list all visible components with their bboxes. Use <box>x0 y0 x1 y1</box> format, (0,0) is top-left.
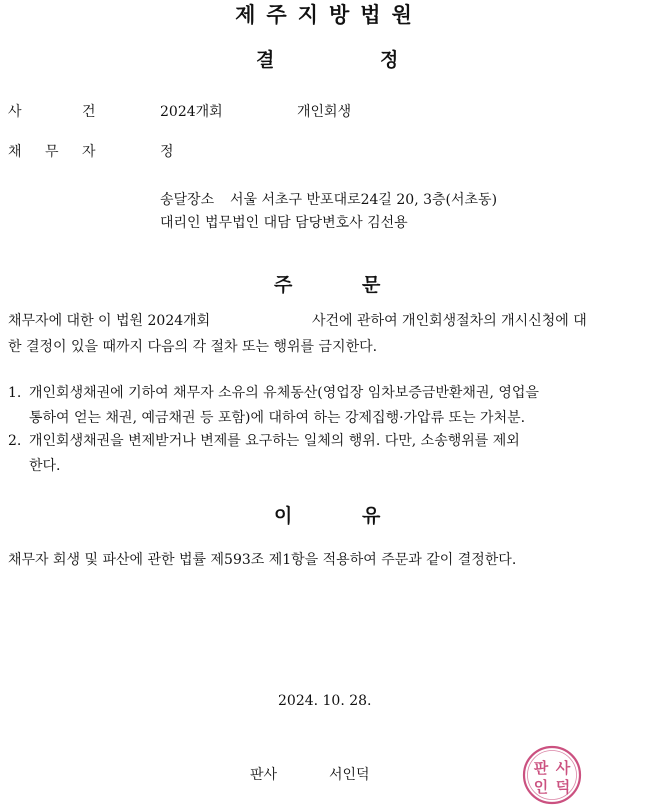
item-1-line1: 개인회생채권에 기하여 채무자 소유의 유체동산(영업장 임차보증금반환채권, 영업을 <box>29 385 539 401</box>
seal-char-4: 덕 <box>555 778 571 796</box>
debtor-label-char-2: 무 <box>45 144 59 160</box>
case-number: 2024개회 <box>160 104 223 120</box>
agent-line: 대리인 법무법인 대담 담당변호사 김선용 <box>160 215 408 231</box>
item-1-line2: 통하여 얻는 채권, 예금채권 등 포함)에 대하여 하는 강제집행·가압류 또는 가처분. <box>29 410 526 426</box>
case-label-char-2: 건 <box>82 104 96 120</box>
debtor-name: 정 <box>160 144 174 160</box>
case-name: 개인회생 <box>297 104 352 120</box>
debtor-label-char-1: 채 <box>8 144 22 160</box>
item-1-number: 1. <box>8 385 22 401</box>
reason-text: 채무자 회생 및 파산에 관한 법률 제593조 제1항을 적용하여 주문과 같이 결정한다. <box>8 552 517 568</box>
service-label: 송달장소 <box>160 192 215 208</box>
seal-image <box>521 744 583 806</box>
judge-title: 판사 <box>250 767 278 783</box>
service-address: 서울 서초구 반포대로24길 20, 3층(서초동) <box>230 192 498 208</box>
case-label-char-1: 사 <box>8 104 22 120</box>
decision-date: 2024. 10. 28. <box>278 693 372 709</box>
order-heading-char-1: 주 <box>274 274 293 296</box>
doc-type-char-2: 정 <box>380 49 399 71</box>
seal-char-3: 인 <box>533 778 549 796</box>
court-name: 제주지방법원 <box>235 3 423 27</box>
order-heading-char-2: 문 <box>362 274 381 296</box>
item-2-number: 2. <box>8 433 22 449</box>
order-text-line1-b: 사건에 관하여 개인회생절차의 개시신청에 대 <box>312 313 587 329</box>
seal-char-1: 판 <box>533 759 549 777</box>
order-text-line2: 한 결정이 있을 때까지 다음의 각 절차 또는 행위를 금지한다. <box>8 339 378 355</box>
item-2-line2: 한다. <box>29 458 61 474</box>
doc-type-char-1: 결 <box>256 49 275 71</box>
judge-name: 서인덕 <box>329 767 370 783</box>
reason-heading-char-2: 유 <box>362 505 381 527</box>
judge-seal-stamp <box>521 744 583 806</box>
reason-heading-char-1: 이 <box>274 505 293 527</box>
seal-char-2: 사 <box>555 759 571 777</box>
order-text-line1-a: 채무자에 대한 이 법원 2024개회 <box>8 313 211 329</box>
item-2-line1: 개인회생채권을 변제받거나 변제를 요구하는 일체의 행위. 다만, 소송행위를 제외 <box>29 433 520 449</box>
debtor-label-char-3: 자 <box>82 144 96 160</box>
